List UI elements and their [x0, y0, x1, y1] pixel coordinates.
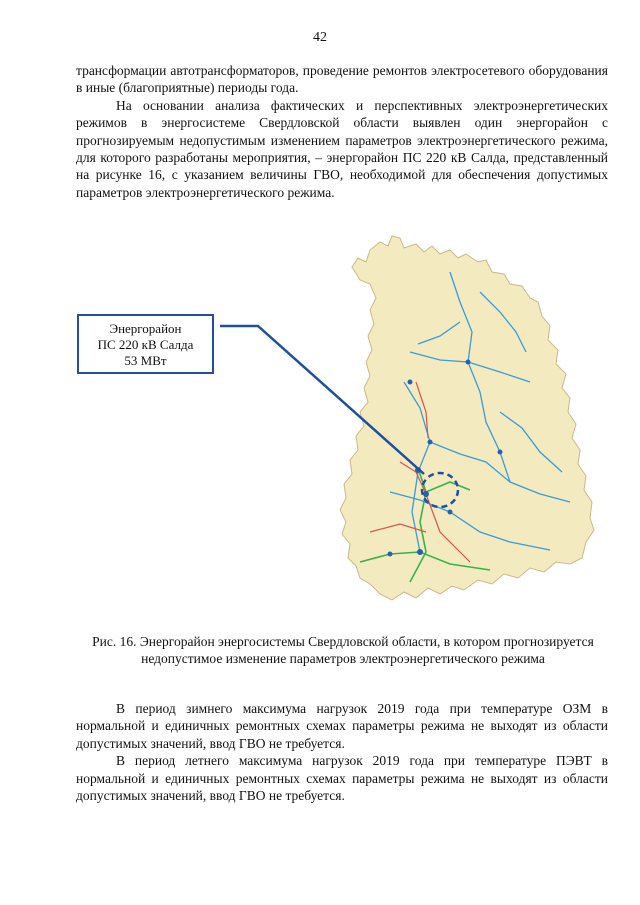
intro-paragraph-analysis: На основании анализа фактических и перспективных электроэнергетических режимов в энергосистеме Свердловской области выявлен один энергорайон с прогнозируемым недопустимым изменением параметров электроэнергетического режима, для которого разработаны мероприятия, – энергорайон ПС 220 кВ Салда, представленный на рисунке 16, с указанием величины ГВО, необходимой для обеспечения допустимых параметров электроэнергетического режима.: [76, 97, 608, 200]
intro-paragraph-continuation: трансформации автотрансформаторов, проведение ремонтов электросетевого оборудования в иные (благоприятные) периоды года.: [76, 63, 608, 96]
sverdlovsk-region-map: [300, 232, 600, 630]
page-number: 42: [313, 30, 327, 45]
callout-line-3: 53 МВт: [124, 353, 167, 368]
callout-line-2: ПС 220 кВ Салда: [97, 337, 194, 352]
salda-callout-box: [77, 314, 214, 374]
callout-line-1: Энергорайон: [109, 321, 182, 336]
figure-caption: Рис. 16. Энергорайон энергосистемы Свердловской области, в котором прогнозируется недопустимое изменение параметров электроэнергетического режима: [92, 634, 594, 666]
conclusion-paragraph-winter: В период зимнего максимума нагрузок 2019 года при температуре ОЗМ в нормальной и единичных ремонтных схемах параметры режима не выходят из области допустимых значений, ввод ГВО не требуется.: [76, 701, 608, 751]
conclusion-paragraph-summer: В период летнего максимума нагрузок 2019 года при температуре ПЭВТ в нормальной и единичных ремонтных схемах параметры режима не выходят из области допустимых значений, ввод ГВО не требуется.: [76, 753, 608, 804]
conclusion-text: [76, 700, 608, 804]
intro-text: [76, 62, 608, 201]
region-outline: [340, 236, 594, 600]
